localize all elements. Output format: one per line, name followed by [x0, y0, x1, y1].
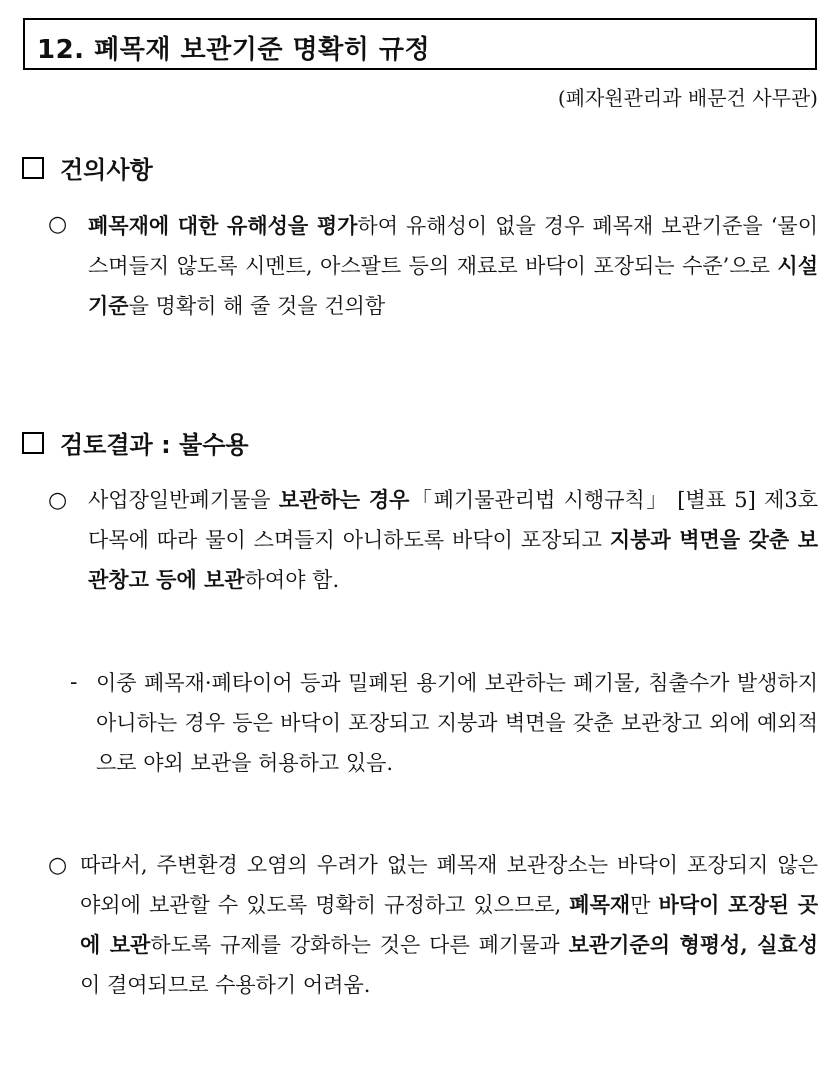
bold-phrase: 보관기준의 형평성, 실효성 — [568, 932, 818, 957]
review-subparagraph: 이중 폐목재·폐타이어 등과 밀폐된 용기에 보관하는 폐기물, 침출수가 발생하지 아니하는 경우 등은 바닥이 포장되고 지붕과 벽면을 갖춘 보관창고 외에 예외적으로 야외 보관을 허용하고 있음. — [96, 671, 818, 775]
circle-bullet-icon: ○ — [48, 212, 68, 237]
text-run: 「폐기물관리법 시행규칙」 [별표 5] 제3호다목에 따라 물이 스며들지 아니하도록 바닥이 포장되고 — [88, 488, 819, 552]
circle-bullet-icon: ○ — [48, 853, 68, 878]
checkbox-square-icon — [22, 157, 44, 179]
bold-phrase: 폐목재 — [569, 892, 631, 917]
review-paragraph-2 — [80, 845, 818, 1005]
section-heading-review — [22, 425, 249, 460]
section-heading-text: 건의사항 — [60, 156, 153, 184]
bold-phrase: 시설 기준 — [88, 253, 818, 318]
dash-bullet: - — [70, 670, 78, 695]
text-run: 사업장일반폐기물을 — [88, 488, 279, 512]
text-run: 따라서, 주변환경 오염의 우려가 없는 폐목재 보관장소는 바닥이 포장되지 않은 야외에 보관할 수 있도록 명확히 규정하고 있으므로, — [80, 853, 818, 917]
section-heading-proposal — [22, 150, 153, 185]
text-run: 하여야 함. — [244, 568, 340, 592]
bold-phrase: 보관하는 경우 — [278, 487, 410, 512]
checkbox-square-icon — [22, 432, 44, 454]
text-run: 하여 유해성이 없을 경우 폐목재 보관기준을 ‘물이 스며들지 않도록 시멘트, 아스팔트 등의 재료로 바닥이 포장되는 수준’으로 — [88, 214, 818, 278]
text-run: 을 명확히 해 줄 것을 건의함 — [128, 294, 386, 318]
author-line: (폐자원관리과 배문건 사무관) — [557, 86, 818, 110]
title-box — [23, 18, 817, 70]
bold-phrase: 바닥이 포장된 곳에 보관 — [80, 892, 818, 957]
proposal-paragraph — [88, 206, 818, 326]
text-run: 만 — [630, 893, 659, 917]
bold-phrase: 폐목재에 대한 유해성을 평가 — [88, 213, 358, 238]
text-run: 하도록 규제를 강화하는 것은 다른 폐기물과 — [150, 933, 569, 957]
text-run: 이 결여되므로 수용하기 어려움. — [80, 973, 371, 997]
review-paragraph-1 — [88, 480, 818, 600]
bold-phrase: 지붕과 벽면을 갖춘 보관창고 등에 보관 — [88, 527, 818, 592]
document-title: 12. 폐목재 보관기준 명확히 규정 — [37, 35, 431, 65]
section-heading-text: 검토결과 : 불수용 — [60, 431, 249, 459]
circle-bullet-icon: ○ — [48, 488, 68, 513]
